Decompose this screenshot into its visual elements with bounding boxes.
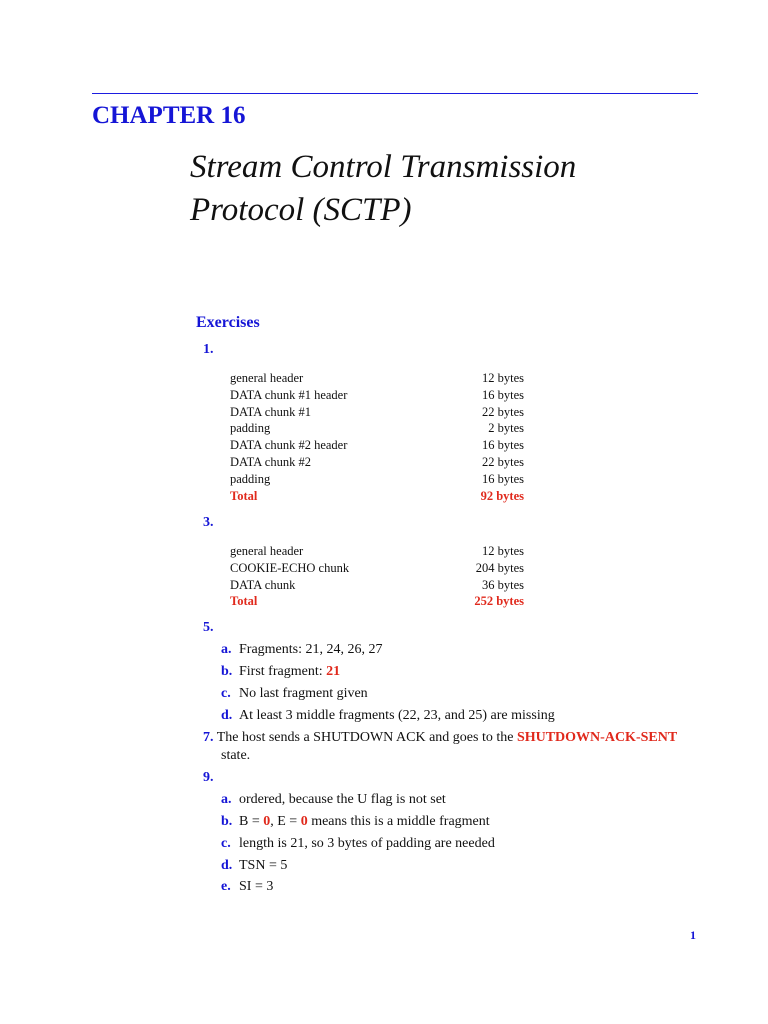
row-value: 204 bytes [475,560,524,575]
total-label: Total [230,594,258,609]
header-rule [92,93,698,94]
item-letter: b. [221,664,233,679]
item-letter: b. [221,814,233,829]
answer-9c [221,835,495,853]
total-value: 252 bytes [474,594,524,609]
answer-9d [221,857,287,875]
table-row [230,454,524,471]
row-label: DATA chunk #2 [230,454,311,469]
table-row [230,543,524,560]
total-label: Total [230,488,258,503]
answer-7-text: The host sends a SHUTDOWN ACK and goes to the [216,730,517,745]
question-7-number: 7. [203,730,214,745]
item-text-part: B = [239,814,264,829]
table-row [230,471,524,488]
table-row [230,420,524,437]
row-label: padding [230,471,271,486]
item-letter: c. [221,686,231,701]
title-line-1: Stream Control Transmission [190,149,577,185]
item-text-part: , E = [270,814,301,829]
answer-9e [221,878,273,896]
row-label: DATA chunk [230,577,296,592]
item-text: TSN = 5 [239,858,288,873]
row-value: 22 bytes [481,404,524,419]
item-text-part: means this is a middle fragment [307,814,490,829]
row-label: DATA chunk #2 header [230,438,348,453]
row-value: 12 bytes [481,544,524,558]
answer-7 [203,729,703,765]
question-1-number: 1. [203,342,214,357]
item-highlight: 21 [326,664,341,679]
row-value: 36 bytes [481,577,524,592]
answer-9a [221,791,446,809]
item-letter: a. [221,642,232,657]
item-letter: a. [221,792,232,807]
table-row [230,387,524,404]
item-highlight: 0 [263,814,271,829]
question-3-table [230,543,524,610]
item-letter: d. [221,858,233,873]
item-text: SI = 3 [239,879,274,894]
item-text: Fragments: 21, 24, 26, 27 [239,642,383,657]
answer-5d [221,707,555,725]
question-5-number: 5. [203,620,214,635]
answer-5b [221,663,340,681]
row-value: 16 bytes [481,471,524,486]
title-line-2: Protocol (SCTP) [190,192,412,228]
question-9-number: 9. [203,770,214,785]
table-total-row [230,488,524,505]
table-total-row [230,593,524,610]
item-letter: d. [221,708,233,723]
item-letter: c. [221,836,231,851]
row-label: general header [230,371,304,385]
table-row [230,437,524,454]
total-value: 92 bytes [480,488,524,503]
question-3-number: 3. [203,515,214,530]
row-label: DATA chunk #1 header [230,387,348,402]
row-value: 22 bytes [481,454,524,469]
chapter-heading: CHAPTER 16 [92,102,246,129]
row-value: 12 bytes [481,371,524,385]
row-label: general header [230,544,304,558]
page-number: 1 [690,928,696,942]
row-value: 16 bytes [481,438,524,453]
question-1-table [230,370,524,504]
answer-5a [221,641,383,659]
table-row [230,560,524,577]
item-letter: e. [221,879,231,894]
table-row [230,404,524,421]
item-text: length is 21, so 3 bytes of padding are needed [239,836,495,851]
item-text: First fragment: [239,664,327,679]
answer-5c [221,685,368,703]
table-row [230,577,524,594]
chapter-title [190,146,576,232]
item-highlight: 0 [300,814,308,829]
row-label: COOKIE-ECHO chunk [230,560,350,575]
item-text: At least 3 middle fragments (22, 23, and 25) are missing [239,708,555,723]
row-label: padding [230,421,271,436]
item-text: No last fragment given [239,686,368,701]
item-text: ordered, because the U flag is not set [239,792,446,807]
row-label: DATA chunk #1 [230,404,311,419]
answer-9b [221,813,490,831]
answer-7-continuation: state. [221,748,251,763]
answer-7-highlight: SHUTDOWN-ACK-SENT [516,730,678,745]
row-value: 16 bytes [481,387,524,402]
table-row [230,370,524,387]
row-value: 2 bytes [488,421,524,436]
exercises-heading: Exercises [196,314,260,331]
